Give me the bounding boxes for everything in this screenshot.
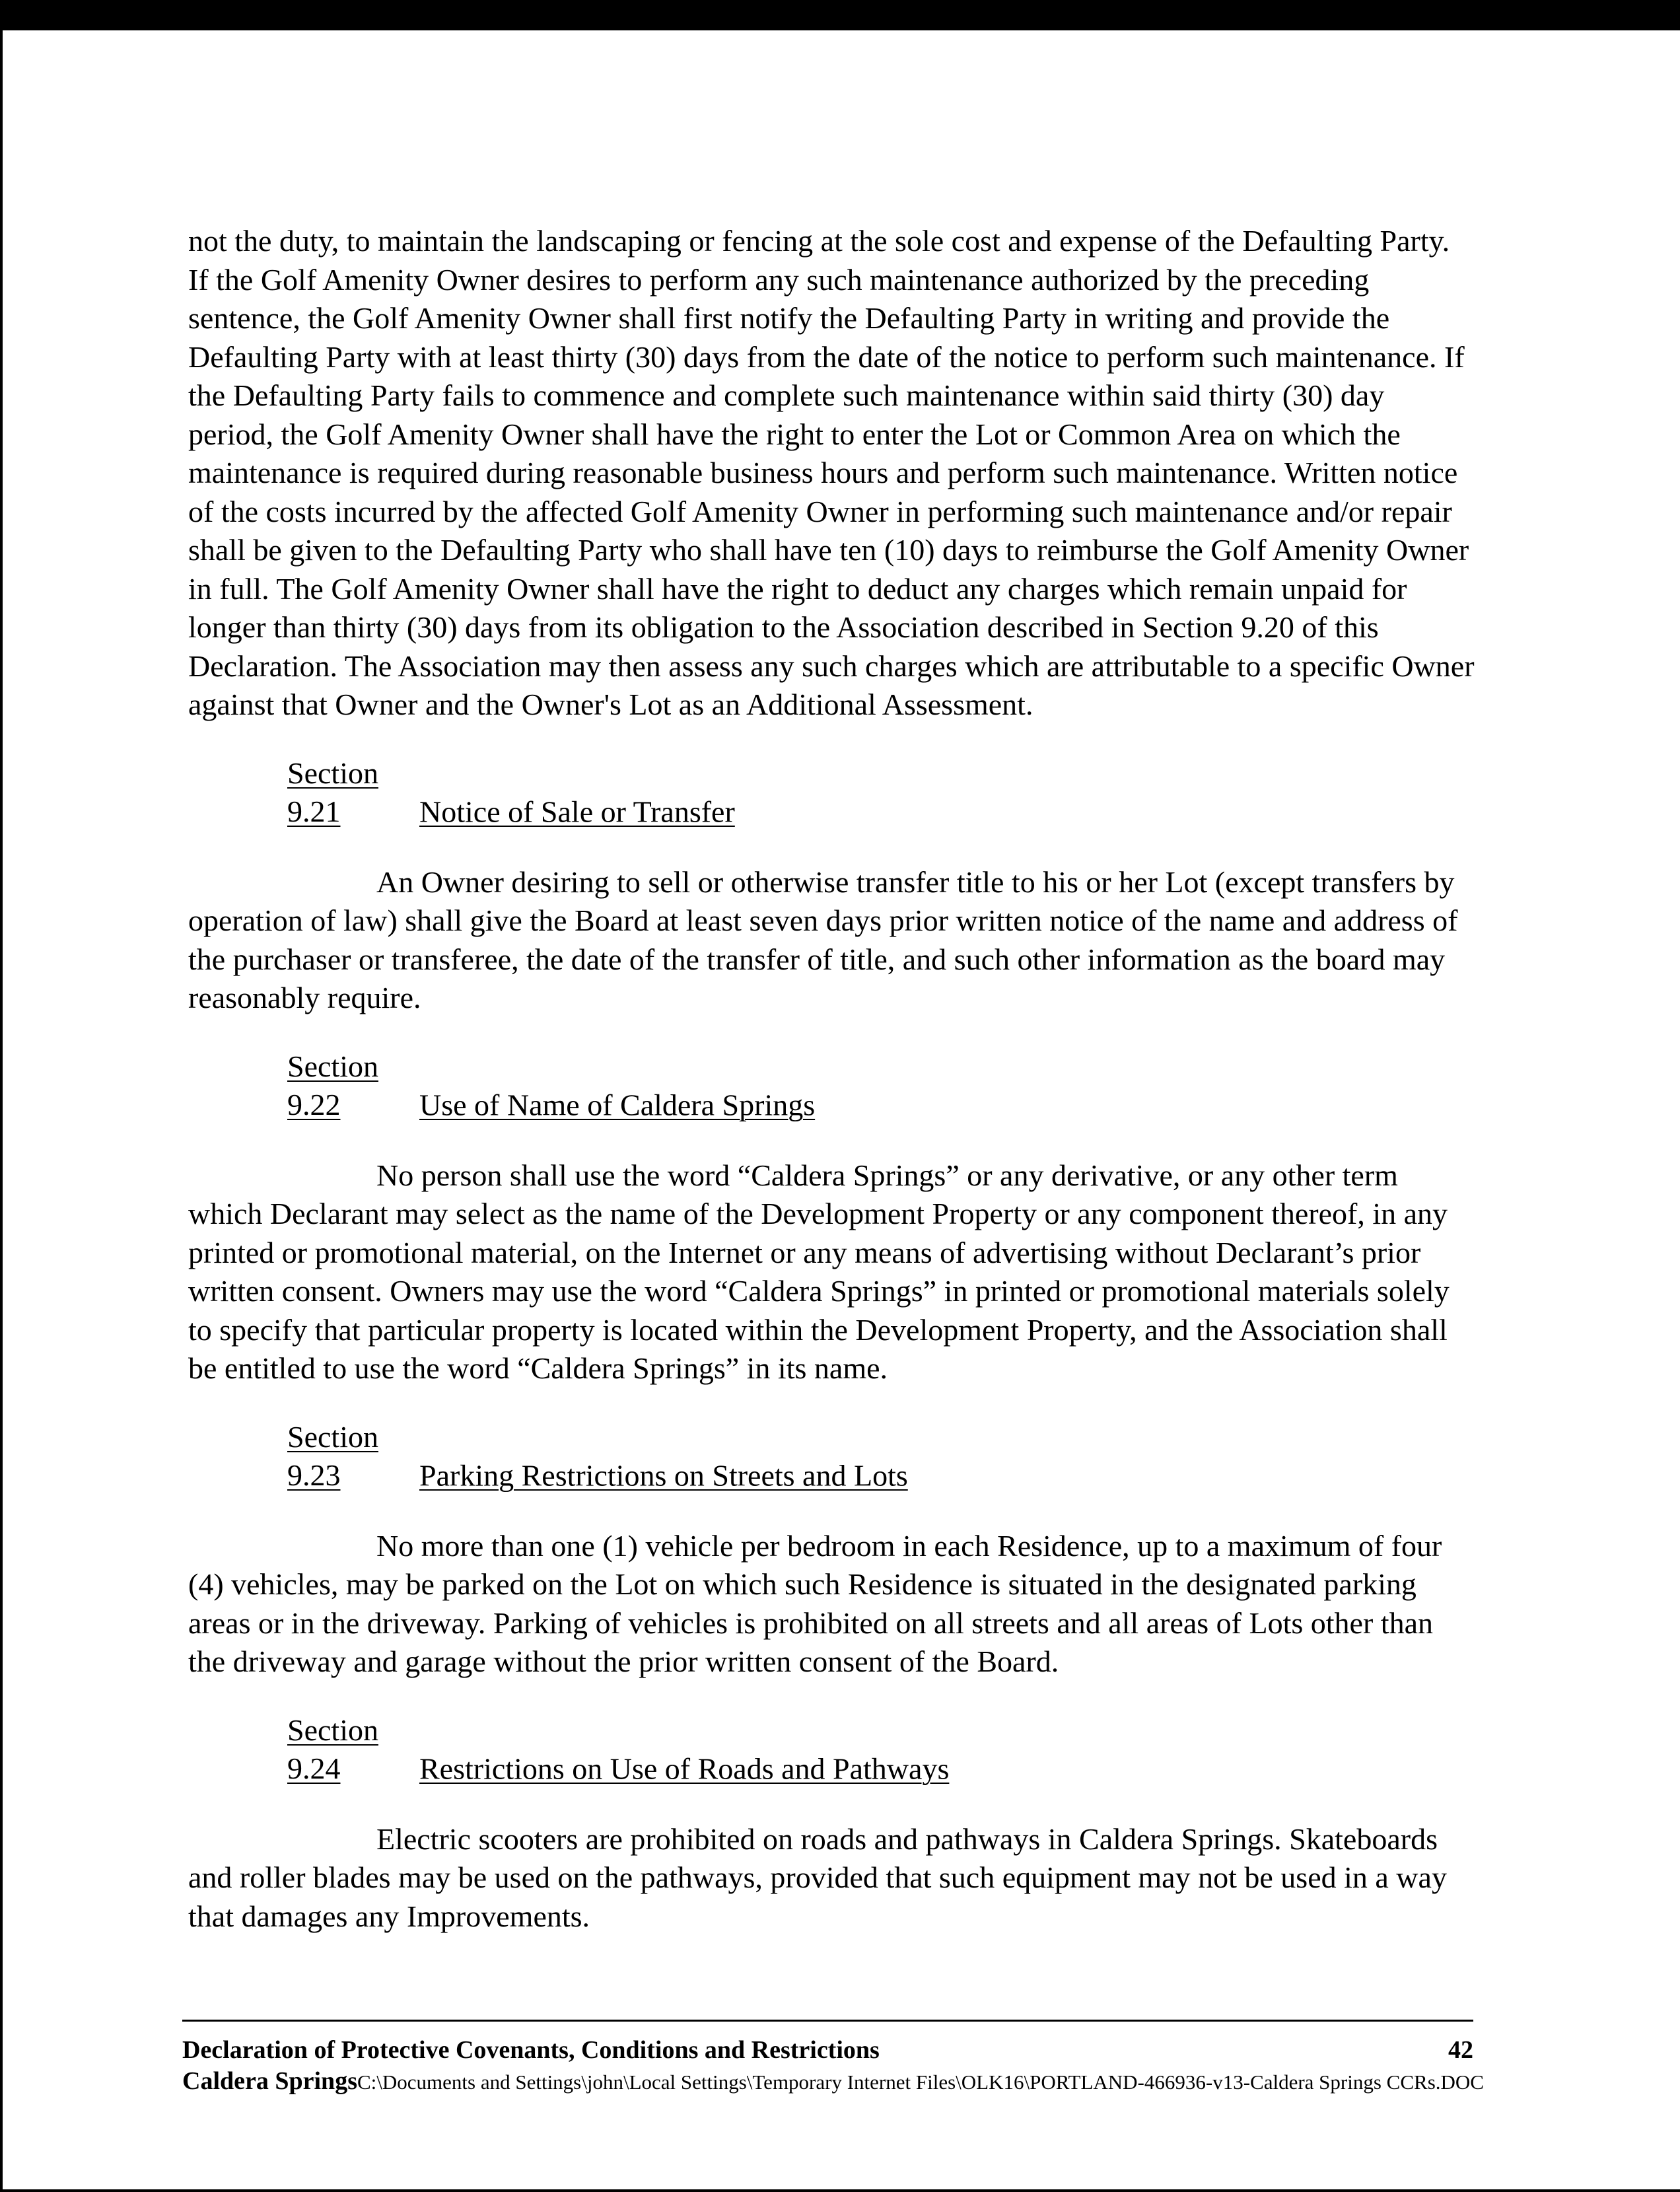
section-title: Restrictions on Use of Roads and Pathways [419,1751,950,1785]
footer-path-row [182,2065,1484,2098]
section-body-9-23: No more than one (1) vehicle per bedroom in each Residence, up to a maximum of four (4) vehicles, may be parked on the Lot on which such Residence is situated in the designated parking areas or in the driveway. Parking of vehicles is prohibited on all streets and all areas of Lots other than the driveway and garage without the prior written consent of the Board. [188,1528,1442,1678]
section-title: Use of Name of Caldera Springs [419,1088,816,1121]
section-heading-9-24 [188,1711,1476,1788]
scan-bottom-border [0,2189,1680,2192]
section-heading-9-23 [188,1418,1476,1495]
footer-doc-title: Declaration of Protective Covenants, Conditions and Restrictions [182,2036,880,2064]
section-number: Section 9.21 [287,756,378,828]
section-number: Section 9.22 [287,1049,378,1121]
section-number: Section 9.24 [287,1713,378,1785]
footer-file-path: C:\Documents and Settings\john\Local Settings\Temporary Internet Files\OLK16\PORTLAND-466936-v13-Caldera Springs CCRs.DOC [357,2070,1484,2094]
section-title: Notice of Sale or Transfer [419,795,735,828]
scan-top-border [0,0,1680,30]
section-heading-9-22 [188,1047,1476,1125]
intro-paragraph: not the duty, to maintain the landscaping or fencing at the sole cost and expense of the Defaulting Party. If the Golf Amenity Owner desires to perform any such maintenance authorized by the preceding sentence, the Golf Amenity Owner shall first notify the Defaulting Party in writing and provide the Defaulting Party with at least thirty (30) days from the date of the notice to perform such maintenance. If the Defaulting Party fails to commence and complete such maintenance within said thirty (30) day period, the Golf Amenity Owner shall have the right to enter the Lot or Common Area on which the maintenance is required during reasonable business hours and perform such maintenance. Written notice of the costs incurred by the affected Golf Amenity Owner in performing such maintenance and/or repair shall be given to the Defaulting Party who shall have ten (10) days to reimburse the Golf Amenity Owner in full. The Golf Amenity Owner shall have the right to deduct any charges which remain unpaid for longer than thirty (30) days from its obligation to the Association described in Section 9.20 of this Declaration. The Association may then assess any such charges which are attributable to a specific Owner against that Owner and the Owner's Lot as an Additional Assessment. [188,224,1475,721]
section-body-9-21: An Owner desiring to sell or otherwise transfer title to his or her Lot (except transfers by operation of law) shall give the Board at least seven days prior written notice of the name and address of the purchaser or transferee, the date of the transfer of title, and such other information as the board may reasonably require. [188,865,1458,1014]
section-number: Section 9.23 [287,1419,378,1492]
section-heading-9-21 [188,754,1476,831]
footer-brand: Caldera Springs [182,2067,357,2095]
page-footer [182,2020,1484,2098]
section-body-9-24: Electric scooters are prohibited on roads and pathways in Caldera Springs. Skateboards and roller blades may be used on the pathways, provided that such equipment may not be used in a way that damages any Improvements. [188,1821,1447,1933]
section-body-9-22: No person shall use the word “Caldera Springs” or any derivative, or any other term which Declarant may select as the name of the Development Property or any component thereof, in any printed or promotional material, on the Internet or any means of advertising without Declarant’s prior written consent. Owners may use the word “Caldera Springs” in printed or promotional materials solely to specify that particular property is located within the Development Property, and the Association shall be entitled to use the word “Caldera Springs” in its name. [188,1158,1450,1385]
scan-left-border [0,30,3,2192]
section-title: Parking Restrictions on Streets and Lots [419,1458,908,1492]
page-number: 42 [1448,2036,1473,2064]
document-page [188,222,1476,1936]
footer-title-row [182,2035,1473,2065]
